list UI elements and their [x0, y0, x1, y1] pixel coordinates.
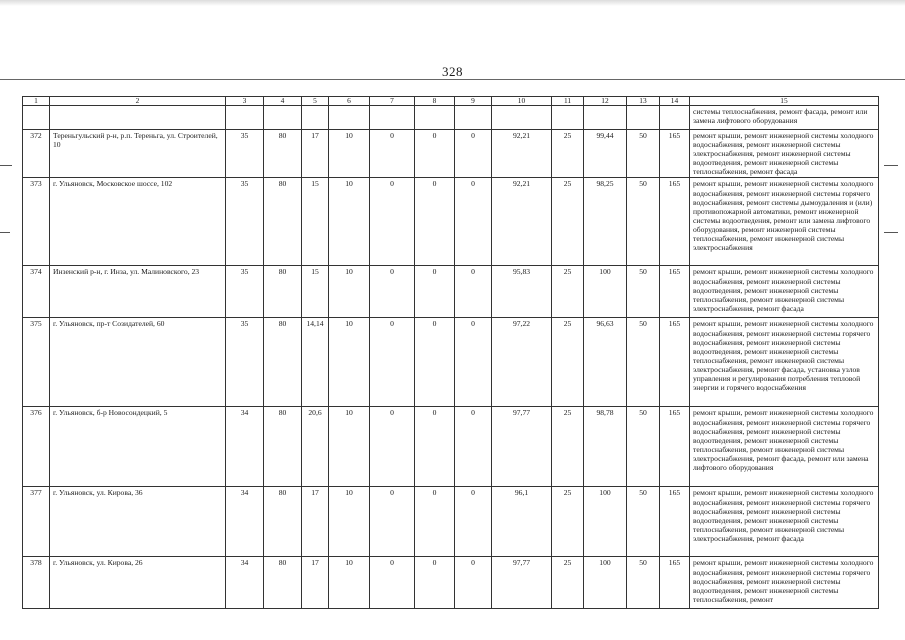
table-row: [23, 487, 879, 557]
column-number: 12: [584, 97, 627, 106]
value-cell: 10: [329, 407, 370, 487]
value-cell: 0: [370, 130, 415, 178]
value-cell: 25: [552, 557, 584, 609]
value-cell: 165: [660, 557, 690, 609]
works-cell: системы теплоснабжения, ремонт фасада, ремонт или замена лифтового оборудования: [690, 106, 879, 130]
value-cell: 14,14: [302, 318, 329, 407]
value-cell: 50: [627, 178, 660, 266]
column-number: 14: [660, 97, 690, 106]
table-row: [23, 178, 879, 266]
value-cell: 0: [415, 407, 455, 487]
column-number: 8: [415, 97, 455, 106]
cell: [415, 106, 455, 130]
column-number: 3: [226, 97, 264, 106]
value-cell: 35: [226, 266, 264, 318]
value-cell: 0: [455, 318, 492, 407]
column-number: 13: [627, 97, 660, 106]
works-cell: ремонт крыши, ремонт инженерной системы холодного водоснабжения, ремонт инженерной системы горячего водоснабжения, ремонт инженерной системы водоотведения, ремонт инженерной системы теплоснабжения, ремонт: [690, 557, 879, 609]
value-cell: 50: [627, 407, 660, 487]
table-row: [23, 557, 879, 609]
row-number: 374: [23, 266, 50, 318]
value-cell: 95,83: [492, 266, 552, 318]
value-cell: 80: [264, 130, 302, 178]
table-row: [23, 407, 879, 487]
margin-mark: [884, 232, 898, 233]
value-cell: 17: [302, 130, 329, 178]
address-cell: г. Ульяновск, ул. Кирова, 26: [50, 557, 226, 609]
margin-mark: [0, 165, 12, 166]
value-cell: 0: [455, 130, 492, 178]
cell: [329, 106, 370, 130]
address-cell: Тереньгульский р-н, р.п. Тереньга, ул. Строителей, 10: [50, 130, 226, 178]
table-row: [23, 130, 879, 178]
row-number: 376: [23, 407, 50, 487]
value-cell: 80: [264, 487, 302, 557]
column-number: 2: [50, 97, 226, 106]
value-cell: 80: [264, 407, 302, 487]
value-cell: 0: [415, 487, 455, 557]
value-cell: 80: [264, 557, 302, 609]
value-cell: 34: [226, 557, 264, 609]
value-cell: 50: [627, 318, 660, 407]
table-row: [23, 266, 879, 318]
cell: [627, 106, 660, 130]
works-cell: ремонт крыши, ремонт инженерной системы холодного водоснабжения, ремонт инженерной системы электроснабжения, ремонт инженерной системы водоотведения, ремонт инженерной системы теплоснабжения, ремонт фасада: [690, 130, 879, 178]
value-cell: 0: [370, 178, 415, 266]
cell: [660, 106, 690, 130]
address-cell: г. Ульяновск, Московское шоссе, 102: [50, 178, 226, 266]
works-cell: ремонт крыши, ремонт инженерной системы холодного водоснабжения, ремонт инженерной системы горячего водоснабжения, ремонт инженерной системы водоотведения, ремонт инженерной системы теплоснабжения, ремонт инженерной системы электроснабжения, ремонт фасада: [690, 487, 879, 557]
value-cell: 165: [660, 130, 690, 178]
value-cell: 25: [552, 407, 584, 487]
value-cell: 98,25: [584, 178, 627, 266]
cell: [302, 106, 329, 130]
value-cell: 10: [329, 487, 370, 557]
value-cell: 10: [329, 557, 370, 609]
margin-mark: [0, 232, 10, 233]
works-cell: ремонт крыши, ремонт инженерной системы холодного водоснабжения, ремонт инженерной системы водоотведения, ремонт инженерной системы теплоснабжения, ремонт инженерной системы электроснабжения, ремонт фасада: [690, 266, 879, 318]
value-cell: 10: [329, 266, 370, 318]
value-cell: 99,44: [584, 130, 627, 178]
value-cell: 165: [660, 407, 690, 487]
value-cell: 0: [455, 178, 492, 266]
value-cell: 10: [329, 318, 370, 407]
value-cell: 92,21: [492, 130, 552, 178]
value-cell: 100: [584, 487, 627, 557]
scan-edge: [0, 0, 905, 6]
value-cell: 0: [415, 557, 455, 609]
value-cell: 0: [455, 487, 492, 557]
value-cell: 25: [552, 130, 584, 178]
cell: [264, 106, 302, 130]
value-cell: 10: [329, 178, 370, 266]
address-cell: г. Ульяновск, ул. Кирова, 36: [50, 487, 226, 557]
value-cell: 80: [264, 318, 302, 407]
value-cell: 10: [329, 130, 370, 178]
value-cell: 0: [370, 318, 415, 407]
works-cell: ремонт крыши, ремонт инженерной системы холодного водоснабжения, ремонт инженерной системы горячего водоснабжения, ремонт инженерной системы водоотведения, ремонт инженерной системы теплоснабжения, ремонт инженерной системы электроснабжения, ремонт фасада, ремонт или замена лифтового оборудования: [690, 407, 879, 487]
column-number: 11: [552, 97, 584, 106]
value-cell: 165: [660, 487, 690, 557]
row-number: 378: [23, 557, 50, 609]
column-number-row: [23, 97, 879, 106]
value-cell: 25: [552, 487, 584, 557]
cell: [226, 106, 264, 130]
value-cell: 0: [455, 557, 492, 609]
works-cell: ремонт крыши, ремонт инженерной системы холодного водоснабжения, ремонт инженерной системы горячего водоснабжения, ремонт инженерной системы водоотведения, ремонт инженерной системы теплоснабжения, ремонт инженерной системы электроснабжения, ремонт фасада, установка узлов управления и регулирования потребления тепловой энергии и горячего водоснабжения: [690, 318, 879, 407]
value-cell: 15: [302, 178, 329, 266]
cell: [455, 106, 492, 130]
value-cell: 100: [584, 266, 627, 318]
works-cell: ремонт крыши, ремонт инженерной системы холодного водоснабжения, ремонт инженерной системы горячего водоснабжения, ремонт системы дымоудаления и (или) противопожарной автоматики, ремонт инженерной системы водоотведения, ремонт или замена лифтового оборудования, ремонт инженерной системы теплоснабжения, ремонт инженерной системы электроснабжения: [690, 178, 879, 266]
value-cell: 50: [627, 557, 660, 609]
value-cell: 34: [226, 407, 264, 487]
continuation-row: [23, 106, 879, 130]
value-cell: 96,63: [584, 318, 627, 407]
value-cell: 97,22: [492, 318, 552, 407]
value-cell: 0: [415, 130, 455, 178]
value-cell: 25: [552, 178, 584, 266]
row-number: 377: [23, 487, 50, 557]
value-cell: 0: [370, 487, 415, 557]
cell: [50, 106, 226, 130]
value-cell: 20,6: [302, 407, 329, 487]
row-number: 375: [23, 318, 50, 407]
value-cell: 0: [370, 557, 415, 609]
value-cell: 165: [660, 318, 690, 407]
column-number: 6: [329, 97, 370, 106]
margin-mark: [884, 165, 898, 166]
address-cell: г. Ульяновск, б-р Новосондецкий, 5: [50, 407, 226, 487]
column-number: 10: [492, 97, 552, 106]
column-number: 1: [23, 97, 50, 106]
value-cell: 0: [455, 407, 492, 487]
cell: [552, 106, 584, 130]
column-number: 5: [302, 97, 329, 106]
value-cell: 92,21: [492, 178, 552, 266]
value-cell: 0: [455, 266, 492, 318]
column-number: 15: [690, 97, 879, 106]
column-number: 7: [370, 97, 415, 106]
table-row: [23, 318, 879, 407]
value-cell: 165: [660, 178, 690, 266]
value-cell: 0: [370, 407, 415, 487]
column-number: 9: [455, 97, 492, 106]
value-cell: 17: [302, 557, 329, 609]
cell: [584, 106, 627, 130]
value-cell: 25: [552, 266, 584, 318]
cell: [492, 106, 552, 130]
value-cell: 35: [226, 178, 264, 266]
row-number: 372: [23, 130, 50, 178]
value-cell: 97,77: [492, 557, 552, 609]
value-cell: 15: [302, 266, 329, 318]
value-cell: 80: [264, 266, 302, 318]
page-number: 328: [442, 64, 463, 79]
value-cell: 35: [226, 130, 264, 178]
value-cell: 50: [627, 487, 660, 557]
address-cell: Инзенский р-н, г. Инза, ул. Малиновского, 23: [50, 266, 226, 318]
value-cell: 0: [370, 266, 415, 318]
value-cell: 34: [226, 487, 264, 557]
address-cell: г. Ульяновск, пр-т Созидателей, 60: [50, 318, 226, 407]
value-cell: 0: [415, 318, 455, 407]
cell: [23, 106, 50, 130]
value-cell: 0: [415, 266, 455, 318]
header-rule: [0, 79, 905, 80]
value-cell: 165: [660, 266, 690, 318]
value-cell: 0: [415, 178, 455, 266]
value-cell: 35: [226, 318, 264, 407]
value-cell: 97,77: [492, 407, 552, 487]
value-cell: 100: [584, 557, 627, 609]
value-cell: 25: [552, 318, 584, 407]
cell: [370, 106, 415, 130]
value-cell: 50: [627, 266, 660, 318]
value-cell: 98,78: [584, 407, 627, 487]
register-table: [22, 96, 879, 609]
value-cell: 80: [264, 178, 302, 266]
row-number: 373: [23, 178, 50, 266]
value-cell: 96,1: [492, 487, 552, 557]
value-cell: 50: [627, 130, 660, 178]
value-cell: 17: [302, 487, 329, 557]
column-number: 4: [264, 97, 302, 106]
